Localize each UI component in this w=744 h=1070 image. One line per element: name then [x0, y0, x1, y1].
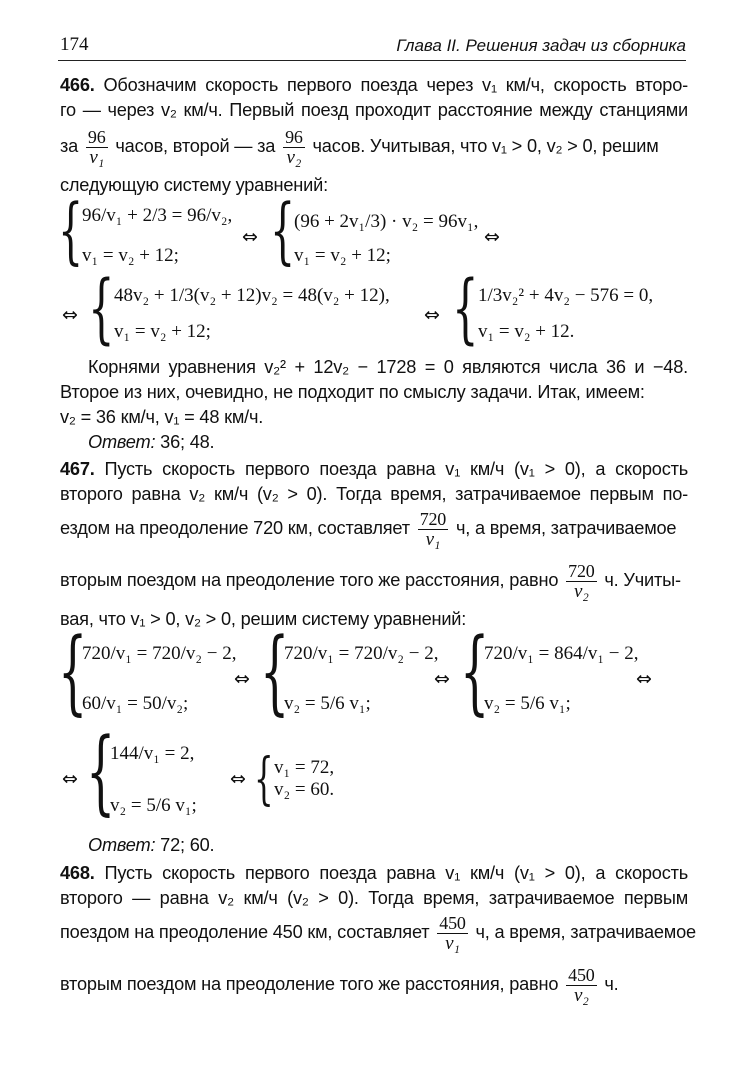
equivalence-arrow: ⇔ — [230, 768, 246, 790]
sys4-eq1: 1/3v₂² + 4v₂ − 576 = 0, — [478, 285, 654, 306]
sys3-eq1: 48v₂ + 1/3(v₂ + 12)v₂ = 48(v₂ + 12), — [114, 285, 390, 306]
sys2-eq2: v₁ = v₂ + 12; — [294, 245, 391, 266]
fraction-96-v2: $\frac{96}{\text{v₂}}$ — [285, 126, 303, 168]
problem-number-466: 466. — [60, 75, 95, 95]
sys1-eq1: 96/v₁ + 2/3 = 96/v₂, — [82, 205, 233, 226]
problem-number-467: 467. — [60, 459, 95, 479]
chapter-title: Глава II. Решения задач из сборника — [396, 36, 686, 55]
problem-number-468: 468. — [60, 863, 95, 883]
left-brace: { — [58, 618, 88, 725]
left-brace: { — [86, 718, 116, 825]
equivalence-arrow: ⇔ — [434, 668, 450, 690]
left-brace: { — [460, 618, 490, 725]
equivalence-arrow: ⇔ — [242, 226, 258, 248]
p466-line-5: Корнями уравнения v₂² + 12v₂ − 1728 = 0 являются числа 36 и −48. — [88, 357, 688, 377]
page-number: 174 — [60, 34, 89, 55]
equivalence-arrow: ⇔ — [62, 768, 78, 790]
p466-line-2: го — через v₂ км/ч. Первый поезд проходит расстояние между станциями — [60, 100, 688, 120]
left-brace: { — [452, 263, 479, 352]
fraction-450-v2: $\frac{450}{\text{v₂}}$ — [568, 964, 595, 1006]
sys1-eq2: v₁ = v₂ + 12; — [82, 245, 179, 266]
sysC-eq2: v₂ = 5/6 v₁; — [484, 693, 571, 714]
sys2-eq1: (96 + 2v₁/3) · v₂ = 96v₁, — [294, 211, 479, 232]
left-brace: { — [270, 188, 296, 272]
fraction-720-v1: $\frac{720}{\text{v₁}}$ — [419, 508, 447, 550]
p468-line-2: второго — равна v₂ км/ч (v₂ > 0). Тогда время, затрачиваемое первым — [60, 888, 688, 908]
sysA-eq1: 720/v₁ = 720/v₂ − 2, — [82, 643, 237, 664]
equivalence-arrow: ⇔ — [484, 226, 500, 248]
sysB-eq2: v₂ = 5/6 v₁; — [284, 693, 371, 714]
page-header — [58, 30, 686, 61]
sysD-eq1: 144/v₁ = 2, — [110, 743, 195, 764]
sysD-eq2: v₂ = 5/6 v₁; — [110, 795, 197, 816]
p466-line-7: v₂ = 36 км/ч, v₁ = 48 км/ч. — [60, 407, 264, 427]
p466-line-4: следующую систему уравнений: — [60, 175, 328, 195]
equivalence-arrow: ⇔ — [636, 668, 652, 690]
p467-line-1: 467. Пусть скорость первого поезда равна v₁ км/ч (v₁ > 0), а скорость — [60, 459, 688, 479]
sys3-eq2: v₁ = v₂ + 12; — [114, 321, 211, 342]
sysA-eq2: 60/v₁ = 50/v₂; — [82, 693, 189, 714]
p466-line-3: за $\frac{96}{\text{v₁}}$ часов, второй — за $\frac{96}{\text{v₂}}$ часов. Учитывая, что v₁ > 0, v₂ > 0, решим — [60, 126, 659, 168]
p467-line-2: второго равна v₂ км/ч (v₂ > 0). Тогда время, затрачиваемое первым по- — [60, 484, 688, 504]
sysE-eq2: v₂ = 60. — [274, 779, 335, 800]
answer-466: Ответ: 36; 48. — [88, 432, 215, 452]
sys4-eq2: v₁ = v₂ + 12. — [478, 321, 575, 342]
left-brace: { — [260, 618, 290, 725]
sysB-eq1: 720/v₁ = 720/v₂ − 2, — [284, 643, 439, 664]
p466-line-6: Второе из них, очевидно, не подходит по смыслу задачи. Итак, имеем: — [60, 382, 645, 402]
p467-line-5: вая, что v₁ > 0, v₂ > 0, решим систему уравнений: — [60, 609, 467, 629]
fraction-720-v2: $\frac{720}{\text{v₂}}$ — [568, 560, 595, 602]
p466-line-1: 466. Обозначим скорость первого поезда через v₁ км/ч, скорость второ- — [60, 75, 688, 95]
fraction-450-v1: $\frac{450}{\text{v₁}}$ — [439, 912, 466, 954]
equivalence-arrow: ⇔ — [62, 304, 78, 326]
p467-line-4: вторым поездом на преодоление того же расстояния, равно $\frac{720}{\text{v₂}}$ ч. Учиты- — [60, 560, 681, 602]
p467-line-3: ездом на преодоление 720 км, составляет $\frac{720}{\text{v₁}}$ ч, а время, затрачиваемое — [60, 508, 677, 550]
fraction-96-v1: $\frac{96}{\text{v₁}}$ — [87, 126, 106, 168]
sysC-eq1: 720/v₁ = 864/v₁ − 2, — [484, 643, 639, 664]
equivalence-arrow: ⇔ — [234, 668, 250, 690]
p468-line-4: вторым поездом на преодоление того же расстояния, равно $\frac{450}{\text{v₂}}$ ч. — [60, 964, 619, 1006]
left-brace: { — [254, 747, 274, 812]
equivalence-arrow: ⇔ — [424, 304, 440, 326]
p468-line-3: поездом на преодоление 450 км, составляет $\frac{450}{\text{v₁}}$ ч, а время, затрачиваемое — [60, 912, 696, 954]
left-brace: { — [58, 188, 84, 272]
left-brace: { — [88, 263, 115, 352]
sysE-eq1: v₁ = 72, — [274, 757, 335, 778]
answer-467: Ответ: 72; 60. — [88, 835, 215, 855]
p468-line-1: 468. Пусть скорость первого поезда равна v₁ км/ч (v₁ > 0), а скорость — [60, 863, 688, 883]
